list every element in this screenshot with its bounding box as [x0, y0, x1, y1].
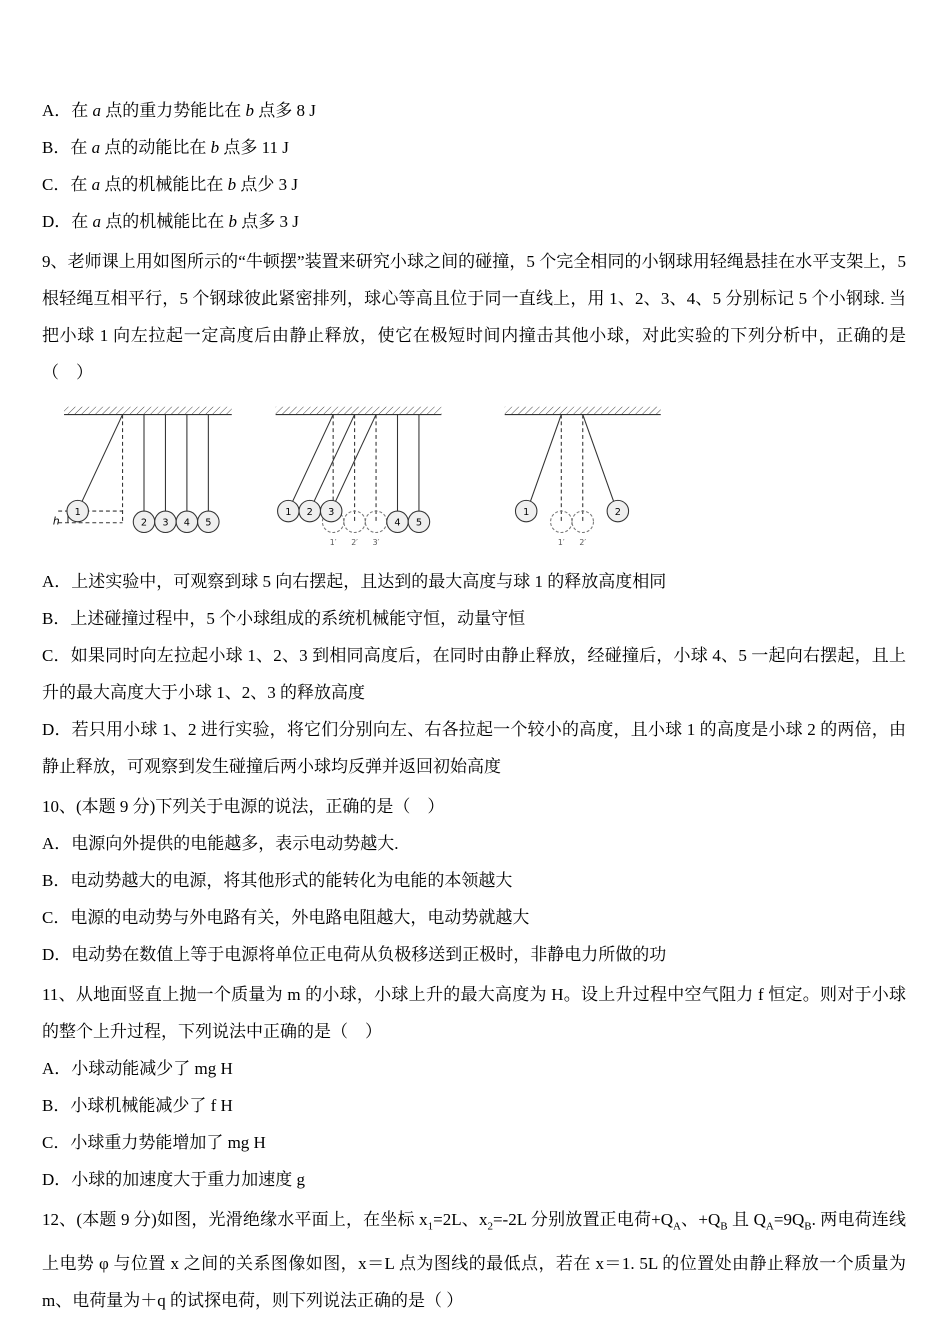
q9-option-a: A．上述实验中，可观察到球 5 向右摆起，且达到的最大高度与球 1 的释放高度相同	[42, 572, 667, 591]
q9-stem: 9、老师课上用如图所示的“牛顿摆”装置来研究小球之间的碰撞，5 个完全相同的小钢球用轻绳悬挂在水平支架上，5 根轻绳互相平行，5 个钢球彼此紧密排列，球心等高且位于同一直线上，用 1、2、3、4、5 分别标记 5 个小钢球. 当把小球 1 向左拉起一定高度后由静止释放，使它在极短时间内撞击其他小球，对此实验的下列分析中，正确的是（ ）	[42, 252, 906, 382]
q9-option-d: D．若只用小球 1、2 进行实验，将它们分别向左、右各拉起一个较小的高度，且小球 1 的高度是小球 2 的两倍，由静止释放，可观察到发生碰撞后两小球均反弹并返回初始高度	[42, 720, 906, 776]
cradle-diagram-2	[276, 407, 442, 547]
q10-option-d: D．电动势在数值上等于电源将单位正电荷从负极移送到正极时，非静电力所做的功	[42, 945, 667, 964]
q9-option-c: C．如果同时向左拉起小球 1、2、3 到相同高度后，在同时由静止释放，经碰撞后，小球 4、5 一起向右摆起，且上升的最大高度大于小球 1、2、3 的释放高度	[42, 646, 906, 702]
q10-option-a: A．电源向外提供的电能越多，表示电动势越大.	[42, 834, 399, 853]
q11-stem: 11、从地面竖直上抛一个质量为 m 的小球，小球上升的最大高度为 H。设上升过程中空气阻力 f 恒定。则对于小球的整个上升过程，下列说法中正确的是（ ）	[42, 985, 906, 1041]
ball-label: 3	[328, 506, 335, 518]
q8-option-c: C．在 a 点的机械能比在 b 点少 3 J	[42, 175, 298, 194]
ball-label: 3	[162, 517, 169, 529]
ghost-label: 1′	[557, 538, 565, 548]
q10-option-b: B．电动势越大的电源，将其他形式的能转化为电能的本领越大	[42, 871, 513, 890]
ghost-label: 2′	[579, 538, 587, 548]
cradle-diagram-1	[53, 407, 232, 533]
ghost-label: 1′	[329, 538, 337, 548]
q8-option-b: B．在 a 点的动能比在 b 点多 11 J	[42, 138, 289, 157]
q9-option-b: B．上述碰撞过程中，5 个小球组成的系统机械能守恒，动量守恒	[42, 609, 526, 628]
ball-label: 4	[394, 517, 401, 529]
ball-label: 2	[614, 506, 621, 518]
q11-option-a: A．小球动能减少了 mg H	[42, 1059, 233, 1078]
q10-option-c: C．电源的电动势与外电路有关，外电路电阻越大，电动势就越大	[42, 908, 530, 927]
cradle-diagram-3	[505, 407, 661, 547]
newton-cradle-svg	[46, 397, 671, 553]
ball-label: 5	[415, 517, 423, 529]
q12-stem: 12、(本题 9 分)如图，光滑绝缘水平面上，在坐标 $x_1=2L$、$x_2=-2L$ 分别放置正电荷$+Q_A$、$+Q_B$ 且 $Q_A=9Q_B$. 两电荷连线上电势 φ 与位置 x 之间的关系图像如图，x＝L 点为图线的最低点，若在 x＝1. 5L 的位置处由静止释放一个质量为 m、电荷量为＋q 的试探电荷，则下列说法正确的是（ ）	[42, 1210, 906, 1311]
ball-label: 2	[306, 506, 313, 518]
ball-label: 2	[140, 517, 148, 529]
ball-label: 1	[523, 506, 530, 518]
ball-label: 1	[285, 506, 292, 518]
q11-option-c: C．小球重力势能增加了 mg H	[42, 1133, 266, 1152]
ghost-label: 3′	[372, 538, 380, 548]
q11-option-d: D．小球的加速度大于重力加速度 g	[42, 1170, 306, 1189]
q10-stem: 10、(本题 9 分)下列关于电源的说法，正确的是（ ）	[42, 797, 445, 816]
q8-option-d: D．在 a 点的机械能比在 b 点多 3 J	[42, 212, 299, 231]
ball-label: 1	[74, 506, 81, 518]
height-label: h	[52, 514, 60, 528]
ball-label: 4	[183, 517, 191, 529]
ball-label: 5	[205, 517, 212, 529]
q8-option-a: A．在 a 点的重力势能比在 b 点多 8 J	[42, 101, 316, 120]
newton-cradle-figure	[46, 397, 906, 553]
q11-option-b: B．小球机械能减少了 f H	[42, 1096, 233, 1115]
ghost-label: 2′	[351, 538, 358, 548]
